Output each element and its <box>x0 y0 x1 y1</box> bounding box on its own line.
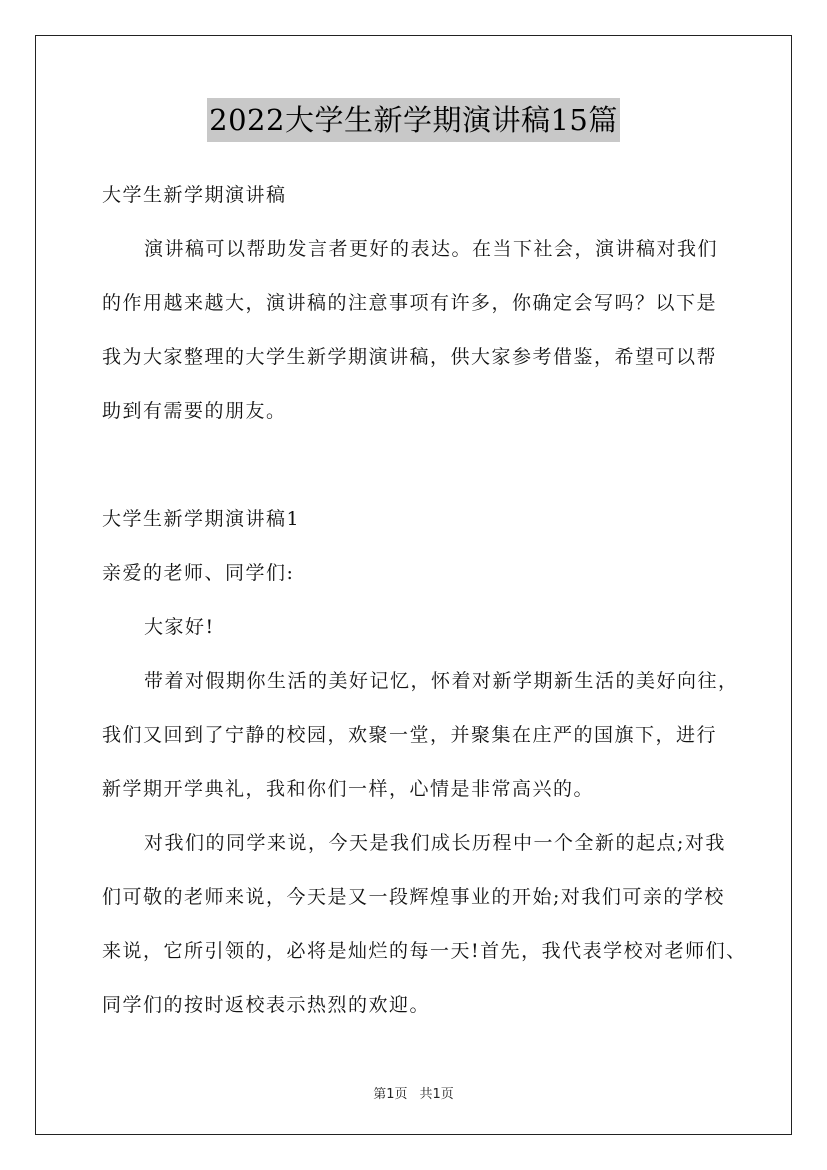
paragraph-line: 带着对假期你生活的美好记忆，怀着对新学期新生活的美好向往， <box>144 670 739 692</box>
greeting: 大家好! <box>144 616 215 638</box>
paragraph-line: 我为大家整理的大学生新学期演讲稿，供大家参考借鉴，希望可以帮 <box>102 346 718 368</box>
page-number: 第1页 <box>373 1087 408 1102</box>
paragraph-line: 对我们的同学来说，今天是我们成长历程中一个全新的起点;对我 <box>144 832 726 854</box>
page-footer <box>0 1083 827 1102</box>
salutation: 亲爱的老师、同学们: <box>102 562 295 584</box>
document-body <box>102 168 747 1032</box>
section-heading: 大学生新学期演讲稿 <box>102 184 287 206</box>
paragraph-line: 的作用越来越大，演讲稿的注意事项有许多，你确定会写吗？以下是 <box>102 292 718 314</box>
blank-line <box>102 438 730 492</box>
paragraph-line: 演讲稿可以帮助发言者更好的表达。在当下社会，演讲稿对我们 <box>144 238 719 260</box>
title-container <box>0 98 827 142</box>
paragraph-line: 助到有需要的朋友。 <box>102 400 287 422</box>
paragraph-line: 们可敬的老师来说，今天是又一段辉煌事业的开始;对我们可亲的学校 <box>102 886 725 908</box>
paragraph-line: 新学期开学典礼，我和你们一样，心情是非常高兴的。 <box>102 778 595 800</box>
paragraph-line: 来说，它所引领的，必将是灿烂的每一天!首先，我代表学校对老师们、 <box>102 940 747 962</box>
paragraph-line: 同学们的按时返校表示热烈的欢迎。 <box>102 994 431 1016</box>
section-heading: 大学生新学期演讲稿1 <box>102 508 301 530</box>
page-total: 共1页 <box>419 1087 454 1102</box>
document-title: 2022大学生新学期演讲稿15篇 <box>207 98 620 142</box>
paragraph-line: 我们又回到了宁静的校园，欢聚一堂，并聚集在庄严的国旗下，进行 <box>102 724 718 746</box>
